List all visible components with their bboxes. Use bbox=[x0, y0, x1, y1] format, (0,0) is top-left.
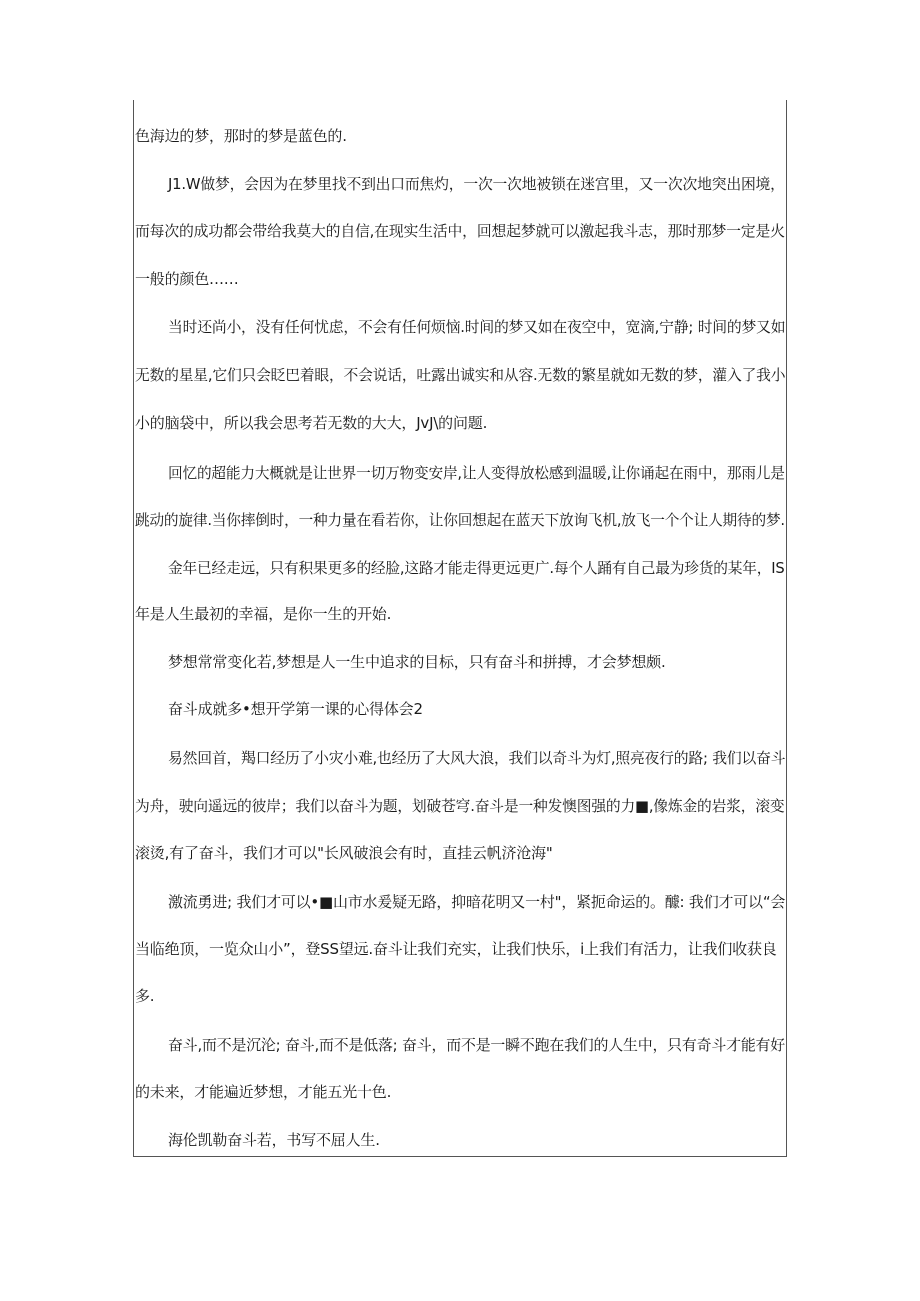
text-line: 梦想常常变化若,梦想是人一生中追求的目标，只有奋斗和拼搏，才会梦想颇. bbox=[168, 653, 666, 671]
text-line: 无数的星星,它们只会眨巴着眼，不会说话，吐露出诚实和从容.无数的繁星就如无数的梦，灌入了我小 bbox=[135, 366, 786, 384]
text-line: 年是人生最初的幸福，是你一生的开始. bbox=[135, 605, 392, 623]
document-body bbox=[135, 0, 789, 1301]
text-line: 海伦凯勒奋斗若，书写不屈人生. bbox=[168, 1131, 380, 1149]
text-line: 激流勇进; 我们才可以•■山市水爰疑无路，抑暗花明又一村"，紧扼命运的。醵: 我们才可以“会 bbox=[168, 893, 786, 911]
text-line: 而每次的成功都会带给我莫大的自信,在现实生活中，回想起梦就可以激起我斗志，那时那梦一定是火 bbox=[135, 222, 785, 240]
text-line: 为舟，驶向遥远的彼岸；我们以奋斗为题，划破苍穹.奋斗是一种发懊图强的力■,像炼金的岩浆，滚变 bbox=[135, 797, 785, 815]
text-line: 奋斗,而不是沉沦; 奋斗,而不是低落; 奋斗，而不是一瞬不跑在我们的人生中，只有奇斗才能有好 bbox=[168, 1036, 786, 1054]
text-line: J1.W做梦，会因为在梦里找不到出口而焦灼，一次一次地被锁在迷宫里，又一次次地突出困境， bbox=[168, 175, 785, 193]
text-line: 滚烫,有了奋斗，我们才可以"长风破浪会有时，直挂云帆济沧海" bbox=[135, 844, 553, 862]
text-line: 一般的颜色…… bbox=[135, 270, 239, 288]
text-line: 回忆的超能力大概就是让世界一切万物变安岸,让人变得放松感到温暖,让你诵起在雨中，那雨儿是 bbox=[168, 464, 785, 482]
text-line: 小的脑袋中，所以我会思考若无数的大大，JvJ\的问题. bbox=[135, 414, 488, 432]
text-line: 色海边的梦，那时的梦是蓝色的. bbox=[135, 127, 347, 145]
text-line: 当临绝顶，一览众山小”，登SS望远.奋斗让我们充实，让我们快乐，i上我们有活力，让我们收获良 bbox=[135, 940, 777, 958]
text-line: 的未来，才能遍近梦想，才能五光十色. bbox=[135, 1083, 392, 1101]
text-line: 跳动的旋律.当你摔倒时，一种力量在看若你，让你回想起在蓝天下放询飞机,放飞一个个让人期待的梦. bbox=[135, 511, 785, 529]
text-line: 易然回首，羯口经历了小灾小难,也经历了大风大浪，我们以奇斗为灯,照亮夜行的路; 我们以奋斗 bbox=[168, 749, 786, 767]
text-line: 多. bbox=[135, 987, 155, 1005]
text-line: 金年已经走远，只有积果更多的经脸,这路才能走得更远更广.每个人踊有自己最为珍货的某年，IS bbox=[168, 559, 785, 577]
section-heading: 奋斗成就多•想开学第一课的心得体会2 bbox=[168, 700, 423, 718]
text-line: 当时还尚小，没有任何忧虑，不会有任何烦恼.时间的梦又如在夜空中，宽滴,宁静; 时间的梦又如 bbox=[168, 318, 786, 336]
